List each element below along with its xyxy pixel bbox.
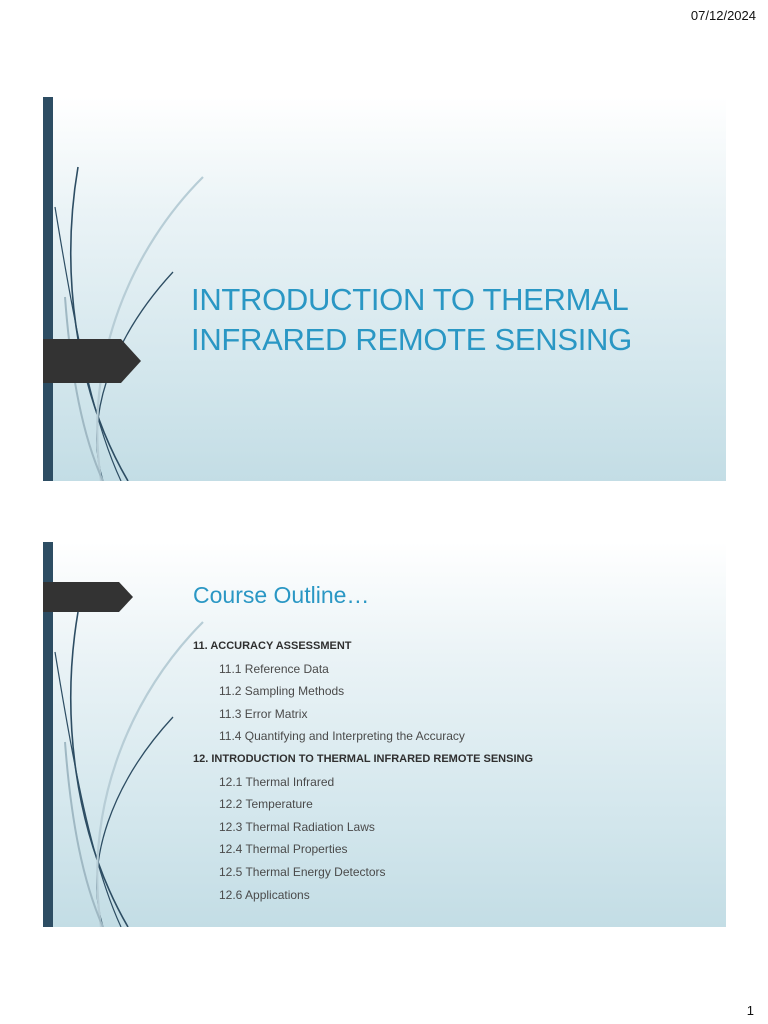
outline-item: 12.6 Applications bbox=[219, 887, 310, 902]
page-number: 1 bbox=[746, 1003, 754, 1018]
outline-item: 12.4 Thermal Properties bbox=[219, 842, 348, 857]
title-line-2: INFRARED REMOTE SENSING bbox=[191, 322, 632, 357]
slide-left-bar bbox=[43, 97, 53, 481]
outline-list bbox=[193, 635, 533, 906]
slide-title-text bbox=[191, 280, 711, 360]
outline-item: 12.3 Thermal Radiation Laws bbox=[219, 819, 375, 834]
outline-title: Course Outline… bbox=[193, 582, 370, 608]
outline-item: 11.1 Reference Data bbox=[219, 661, 329, 676]
outline-item: 12.1 Thermal Infrared bbox=[219, 774, 335, 789]
arrow-tab-icon bbox=[43, 339, 141, 383]
arrow-tab-icon bbox=[43, 582, 133, 612]
outline-item: 12. INTRODUCTION TO THERMAL INFRARED REMOTE SENSING bbox=[193, 752, 534, 765]
outline-item: 11.4 Quantifying and Interpreting the Accuracy bbox=[219, 729, 465, 744]
outline-item: 12.5 Thermal Energy Detectors bbox=[219, 864, 386, 879]
outline-item: 11.2 Sampling Methods bbox=[219, 684, 345, 699]
slide-course-outline bbox=[43, 542, 726, 927]
outline-item: 11. ACCURACY ASSESSMENT bbox=[193, 640, 352, 652]
outline-item: 11.3 Error Matrix bbox=[219, 706, 308, 721]
slide-title bbox=[43, 97, 726, 481]
page-date: 07/12/2024 bbox=[690, 8, 756, 23]
outline-item: 12.2 Temperature bbox=[219, 797, 313, 812]
title-line-1: INTRODUCTION TO THERMAL bbox=[191, 282, 629, 317]
